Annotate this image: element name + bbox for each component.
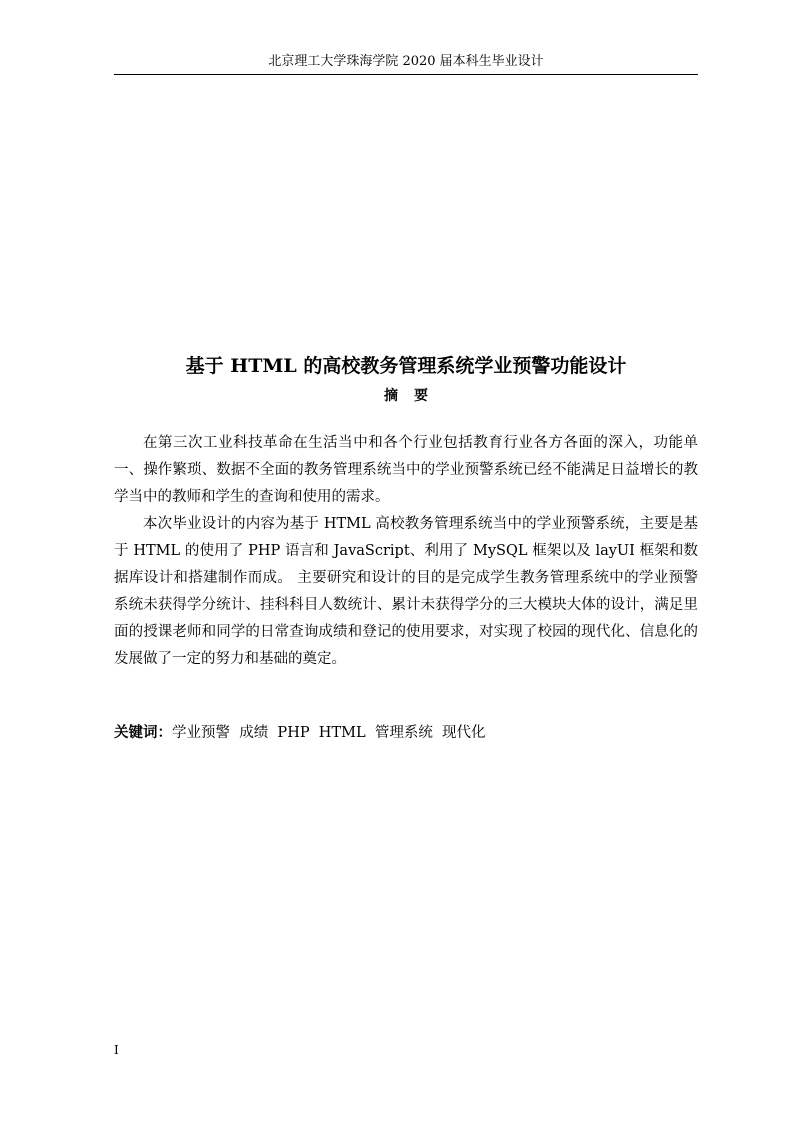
- keywords-text: 学业预警 成绩 PHP HTML 管理系统 现代化: [172, 725, 486, 741]
- keywords-line: [114, 721, 698, 745]
- page-header: 北京理工大学珠海学院 2020 届本科生毕业设计: [268, 54, 544, 69]
- page-number: I: [114, 1043, 119, 1057]
- abstract-heading: 摘要: [384, 388, 444, 404]
- abstract-paragraph-2: 本次毕业设计的内容为基于 HTML 高校教务管理系统当中的学业预警系统，主要是基于 HTML 的使用了 PHP 语言和 JavaScript、利用了 MySQL 框架以及 layUI 框架和数据库设计和搭建制作而成。 主要研究和设计的目的是完成学生教务管理系统中的学业预警系统未获得学分统计、挂科科目人数统计、累计未获得学分的三大模块大体的设计，满足里面的授课老师和同学的日常查询成绩和登记的使用要求，对实现了校园的现代化、信息化的发展做了一定的努力和基础的奠定。: [114, 516, 698, 667]
- document-title: 基于 HTML 的高校教务管理系统学业预警功能设计: [185, 355, 627, 377]
- keywords-label: 关键词：: [114, 724, 172, 741]
- abstract-paragraph-1: 在第三次工业科技革命在生活当中和各个行业包括教育行业各方各面的深入，功能单一、操作繁琐、数据不全面的教务管理系统当中的学业预警系统已经不能满足日益增长的教学当中的教师和学生的查询和使用的需求。: [114, 435, 698, 505]
- abstract-body: [114, 430, 698, 673]
- header-divider: [114, 74, 698, 75]
